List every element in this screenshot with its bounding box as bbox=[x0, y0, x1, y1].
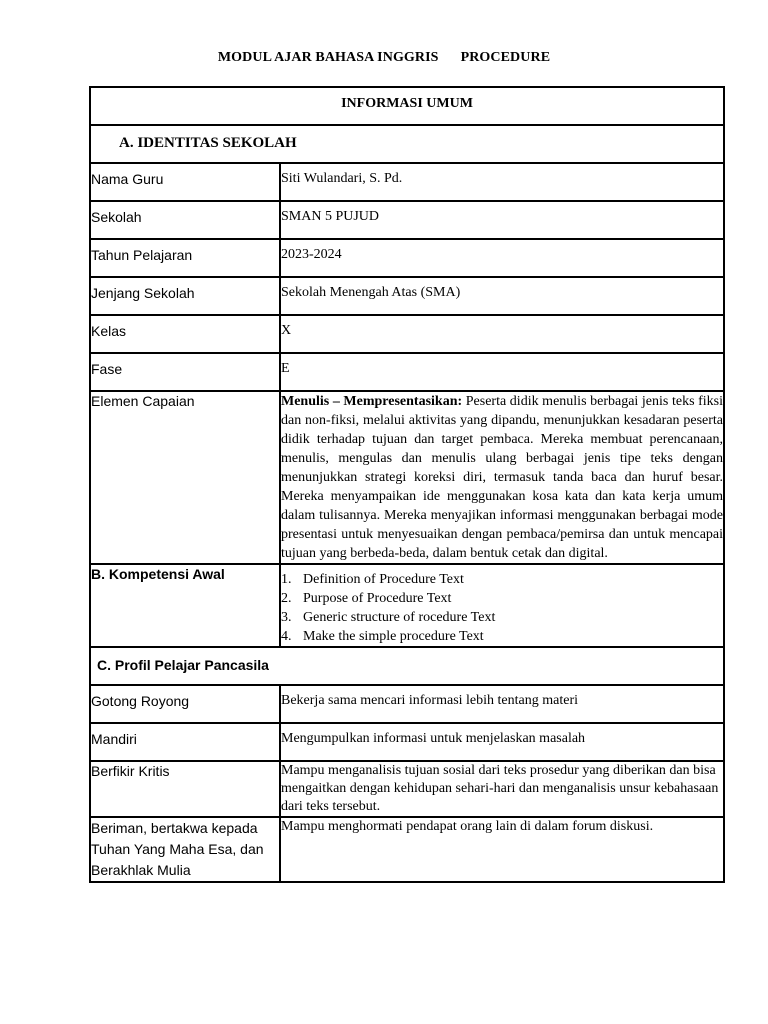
section-a-row bbox=[90, 125, 724, 163]
row-value: Bekerja sama mencari informasi lebih tentang materi bbox=[280, 685, 724, 723]
list-text: Definition of Procedure Text bbox=[303, 572, 464, 587]
table-row bbox=[90, 723, 724, 761]
list-item bbox=[281, 627, 723, 646]
row-value: Mampu menghormati pendapat orang lain di dalam forum diskusi. bbox=[280, 817, 724, 882]
list-item bbox=[281, 570, 723, 589]
list-number: 4. bbox=[281, 629, 292, 644]
elemen-capaian-label: Elemen Capaian bbox=[90, 391, 280, 564]
list-text: Purpose of Procedure Text bbox=[303, 591, 452, 606]
section-b-row bbox=[90, 564, 724, 647]
document-title bbox=[0, 50, 768, 66]
row-value: Sekolah Menengah Atas (SMA) bbox=[280, 277, 724, 315]
row-value: 2023-2024 bbox=[280, 239, 724, 277]
list-number: 3. bbox=[281, 610, 292, 625]
list-text: Generic structure of rocedure Text bbox=[303, 610, 496, 625]
row-value: X bbox=[280, 315, 724, 353]
elemen-capaian-row bbox=[90, 391, 724, 564]
row-label: Sekolah bbox=[90, 201, 280, 239]
elemen-body: Peserta didik menulis berbagai jenis teks fiksi dan non-fiksi, melalui aktivitas yang dipandu, menunjukkan kesadaran peserta didik terhadap tujuan dan target pembaca. Mereka membuat perencanaan, menulis, mengulas dan menulis ulang berbagai jenis tipe teks dengan menunjukkan strategi koreksi diri, termasuk tanda baca dan huruf besar. Mereka menyampaikan ide menggunakan kosa kata dan kata kerja umum dalam tulisannya. Mereka menyajikan informasi menggunakan berbagai mode presentasi untuk menyesuaikan dengan pembaca/pemirsa dan untuk mencapai tujuan yang berbeda-beda, dalam bentuk cetak dan digital. bbox=[281, 394, 724, 561]
info-header: INFORMASI UMUM bbox=[90, 87, 724, 125]
info-table bbox=[89, 86, 725, 883]
row-value: Siti Wulandari, S. Pd. bbox=[280, 163, 724, 201]
row-label: Berfikir Kritis bbox=[90, 761, 280, 817]
row-label: Nama Guru bbox=[90, 163, 280, 201]
elemen-capaian-text bbox=[280, 391, 724, 564]
table-row bbox=[90, 239, 724, 277]
row-label: Jenjang Sekolah bbox=[90, 277, 280, 315]
list-item bbox=[281, 608, 723, 627]
table-row bbox=[90, 163, 724, 201]
table-row bbox=[90, 817, 724, 882]
elemen-bold-lead: Menulis – Mempresentasikan: bbox=[281, 394, 463, 409]
list-item bbox=[281, 589, 723, 608]
row-value: Mengumpulkan informasi untuk menjelaskan masalah bbox=[280, 723, 724, 761]
table-row bbox=[90, 685, 724, 723]
section-b-heading: B. Kompetensi Awal bbox=[90, 564, 280, 647]
row-label: Beriman, bertakwa kepada Tuhan Yang Maha Esa, dan Berakhlak Mulia bbox=[90, 817, 280, 882]
row-value: Mampu menganalisis tujuan sosial dari teks prosedur yang diberikan dan bisa mengaitkan dengan kehidupan sehari-hari dan menganalisis unsur kebahasaan dari teks tersebut. bbox=[280, 761, 724, 817]
table-row bbox=[90, 761, 724, 817]
table-row bbox=[90, 201, 724, 239]
title-module: MODUL AJAR BAHASA INGGRIS bbox=[217, 50, 439, 65]
kompetensi-list bbox=[281, 570, 723, 646]
section-c-heading: C. Profil Pelajar Pancasila bbox=[90, 647, 724, 685]
list-number: 2. bbox=[281, 591, 292, 606]
table-row bbox=[90, 353, 724, 391]
row-label: Gotong Royong bbox=[90, 685, 280, 723]
row-label: Kelas bbox=[90, 315, 280, 353]
row-label: Mandiri bbox=[90, 723, 280, 761]
table-row bbox=[90, 277, 724, 315]
row-label: Fase bbox=[90, 353, 280, 391]
table-row bbox=[90, 315, 724, 353]
info-header-row bbox=[90, 87, 724, 125]
row-value: E bbox=[280, 353, 724, 391]
section-a-heading: A. IDENTITAS SEKOLAH bbox=[90, 125, 724, 163]
list-text: Make the simple procedure Text bbox=[303, 629, 484, 644]
title-topic: PROCEDURE bbox=[460, 50, 551, 65]
section-c-row bbox=[90, 647, 724, 685]
row-value: SMAN 5 PUJUD bbox=[280, 201, 724, 239]
row-label: Tahun Pelajaran bbox=[90, 239, 280, 277]
list-number: 1. bbox=[281, 572, 292, 587]
kompetensi-list-cell bbox=[280, 564, 724, 647]
